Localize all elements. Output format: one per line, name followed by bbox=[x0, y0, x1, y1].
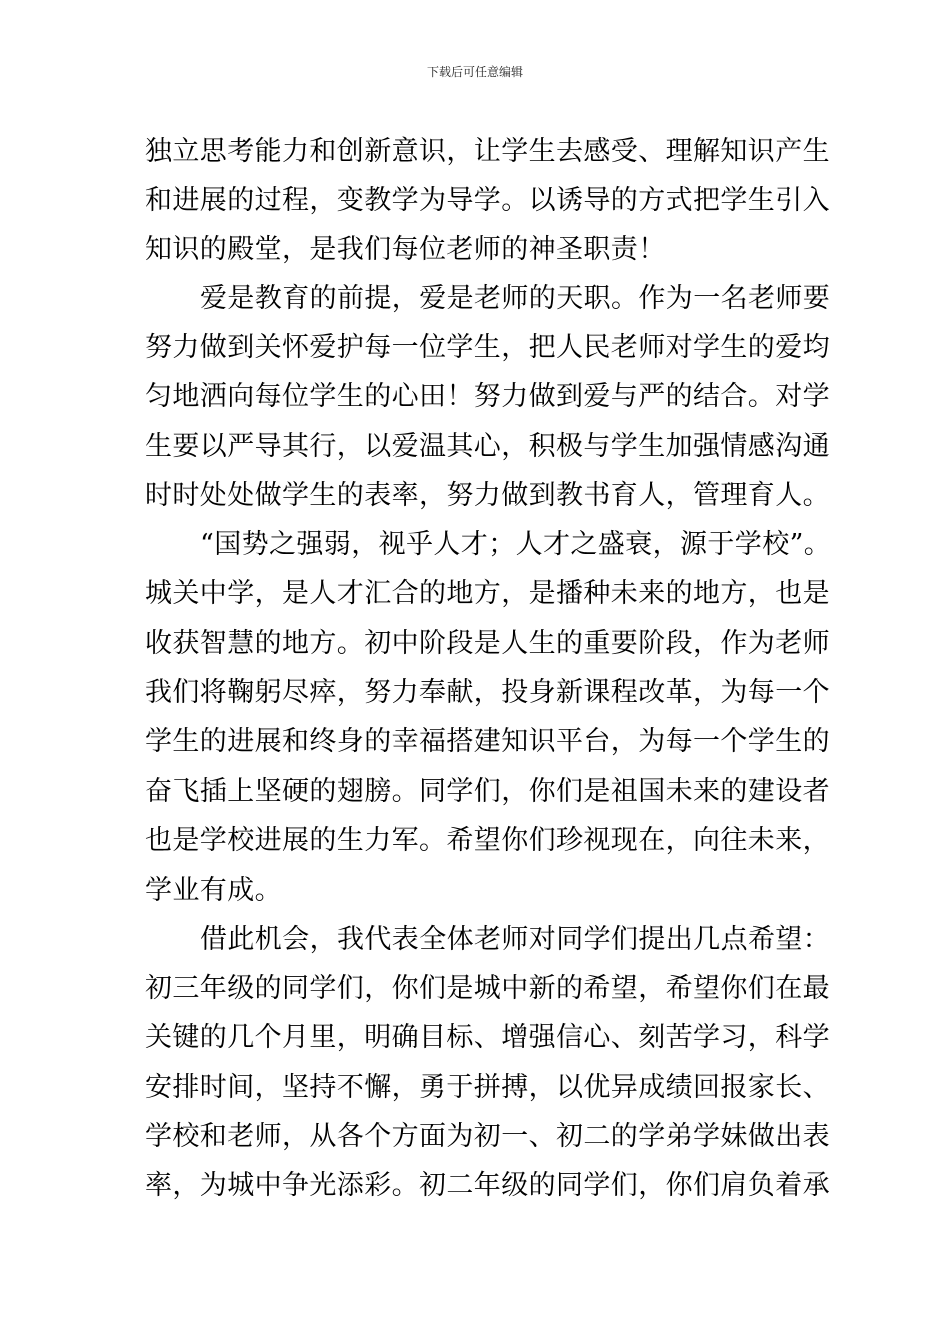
text-line: 和进展的过程，变教学为导学。以诱导的方式把学生引入 bbox=[145, 185, 830, 216]
text-line: 学校和老师，从各个方面为初一、初二的学弟学妹做出表 bbox=[145, 1121, 830, 1152]
text-line: 安排时间，坚持不懈，勇于拼搏，以优异成绩回报家长、 bbox=[145, 1072, 830, 1103]
text-line: 匀地洒向每位学生的心田！努力做到爱与严的结合。对学 bbox=[145, 381, 830, 412]
text-line: 学生的进展和终身的幸福搭建知识平台，为每一个学生的 bbox=[145, 726, 830, 757]
text-line: 我们将鞠躬尽瘁，努力奉献，投身新课程改革，为每一个 bbox=[145, 677, 830, 708]
text-line: 知识的殿堂，是我们每位老师的神圣职责！ bbox=[145, 234, 666, 265]
text-line: 借此机会，我代表全体老师对同学们提出几点希望： bbox=[200, 924, 831, 955]
text-line: 独立思考能力和创新意识，让学生去感受、理解知识产生 bbox=[145, 136, 830, 167]
text-line: 也是学校进展的生力军。希望你们珍视现在，向往未来， bbox=[145, 825, 830, 856]
text-line: 收获智慧的地方。初中阶段是人生的重要阶段，作为老师 bbox=[145, 628, 830, 659]
text-line: 学业有成。 bbox=[145, 875, 282, 906]
text-line: 努力做到关怀爱护每一位学生，把人民老师对学生的爱均 bbox=[145, 332, 830, 363]
text-line: 关键的几个月里，明确目标、增强信心、刻苦学习，科学 bbox=[145, 1022, 830, 1053]
text-line: 奋飞插上坚硬的翅膀。同学们，你们是祖国未来的建设者 bbox=[145, 776, 830, 807]
text-line: 初三年级的同学们，你们是城中新的希望，希望你们在最 bbox=[145, 973, 830, 1004]
page-header: 下载后可任意编辑 bbox=[426, 65, 523, 79]
text-line: 时时处处做学生的表率，努力做到教书育人，管理育人。 bbox=[145, 480, 830, 511]
text-line: 城关中学，是人才汇合的地方，是播种未来的地方，也是 bbox=[145, 578, 830, 609]
text-line: 生要以严导其行，以爱温其心，积极与学生加强情感沟通 bbox=[145, 431, 830, 462]
text-line: 率，为城中争光添彩。初二年级的同学们，你们肩负着承 bbox=[145, 1170, 830, 1201]
text-line: “国势之强弱，视乎人才；人才之盛衰，源于学校”。 bbox=[200, 529, 832, 560]
text-line: 爱是教育的前提，爱是老师的天职。作为一名老师要 bbox=[200, 283, 831, 314]
